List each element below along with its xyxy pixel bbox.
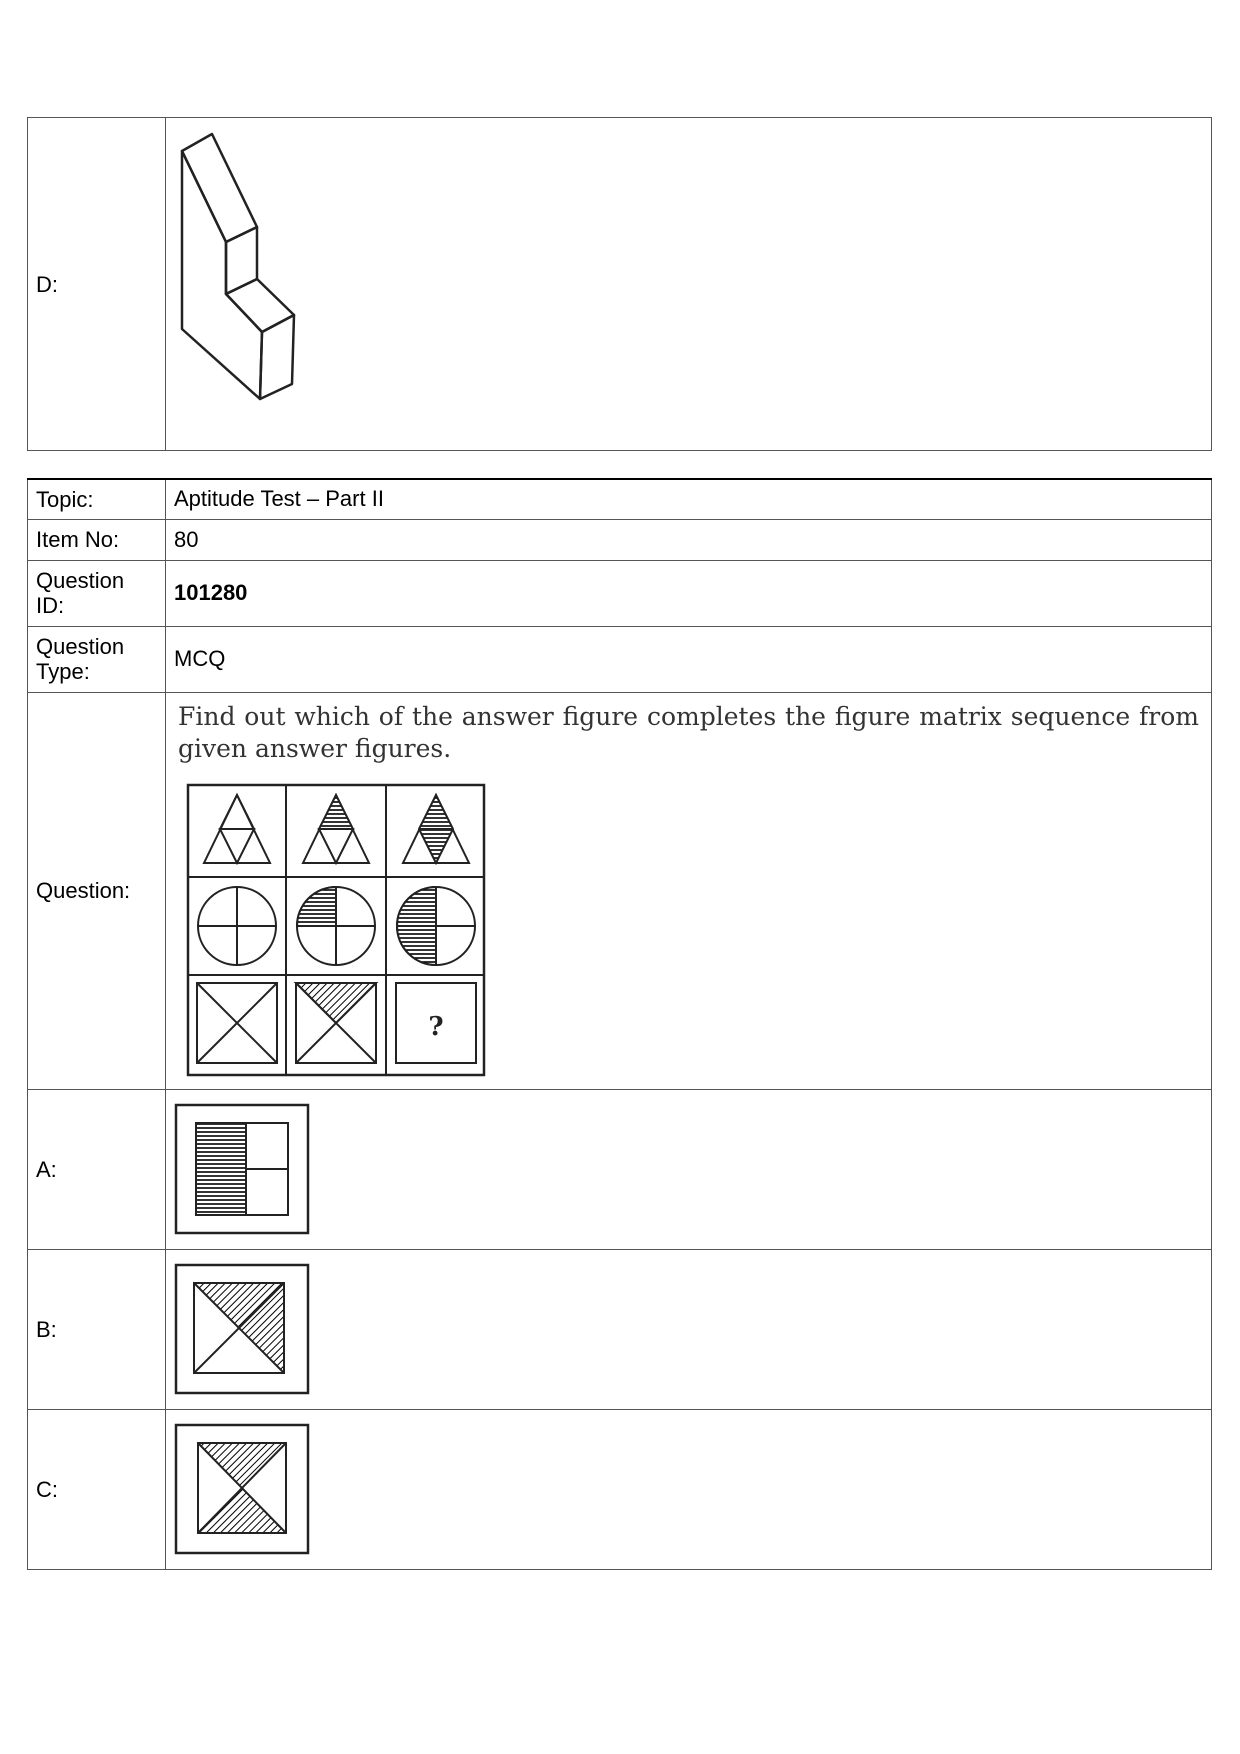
question-body (166, 692, 1212, 1089)
question-table (27, 478, 1212, 1570)
option-d-table (27, 117, 1212, 451)
question-id-value: 101280 (166, 560, 1212, 626)
question-id-label: Question ID: (28, 560, 166, 626)
question-type-value: MCQ (166, 626, 1212, 692)
option-a-figure (174, 1103, 310, 1235)
matrix-cell-2-2 (297, 887, 375, 965)
question-label: Question: (28, 692, 166, 1089)
option-b-figure-cell[interactable] (166, 1249, 1212, 1409)
option-d-figure-cell[interactable] (166, 118, 1212, 451)
item-no-value: 80 (166, 519, 1212, 560)
matrix-cell-1-3 (403, 795, 469, 863)
option-d-label: D: (28, 118, 166, 451)
matrix-cell-2-3 (397, 887, 475, 965)
topic-label: Topic: (28, 479, 166, 519)
option-b-label: B: (28, 1249, 166, 1409)
item-no-label: Item No: (28, 519, 166, 560)
question-type-label: Question Type: (28, 626, 166, 692)
matrix-cell-3-2 (296, 983, 376, 1063)
option-d-solid-figure (174, 129, 314, 439)
option-a-figure-cell[interactable] (166, 1089, 1212, 1249)
option-c-label: C: (28, 1409, 166, 1569)
matrix-cell-1-2 (303, 795, 369, 863)
option-c-figure-cell[interactable] (166, 1409, 1212, 1569)
missing-figure-mark: ? (428, 1011, 444, 1042)
topic-value: Aptitude Test – Part II (166, 479, 1212, 519)
option-c-figure (174, 1423, 310, 1555)
matrix-cell-1-1 (204, 795, 270, 863)
matrix-cell-3-3 (396, 983, 476, 1063)
figure-matrix (186, 777, 486, 1077)
question-text: Find out which of the answer figure completes the figure matrix sequence from given answer figures. (178, 701, 1199, 763)
option-a-label: A: (28, 1089, 166, 1249)
option-b-figure (174, 1263, 310, 1395)
matrix-cell-3-1 (197, 983, 277, 1063)
matrix-cell-2-1 (198, 887, 276, 965)
